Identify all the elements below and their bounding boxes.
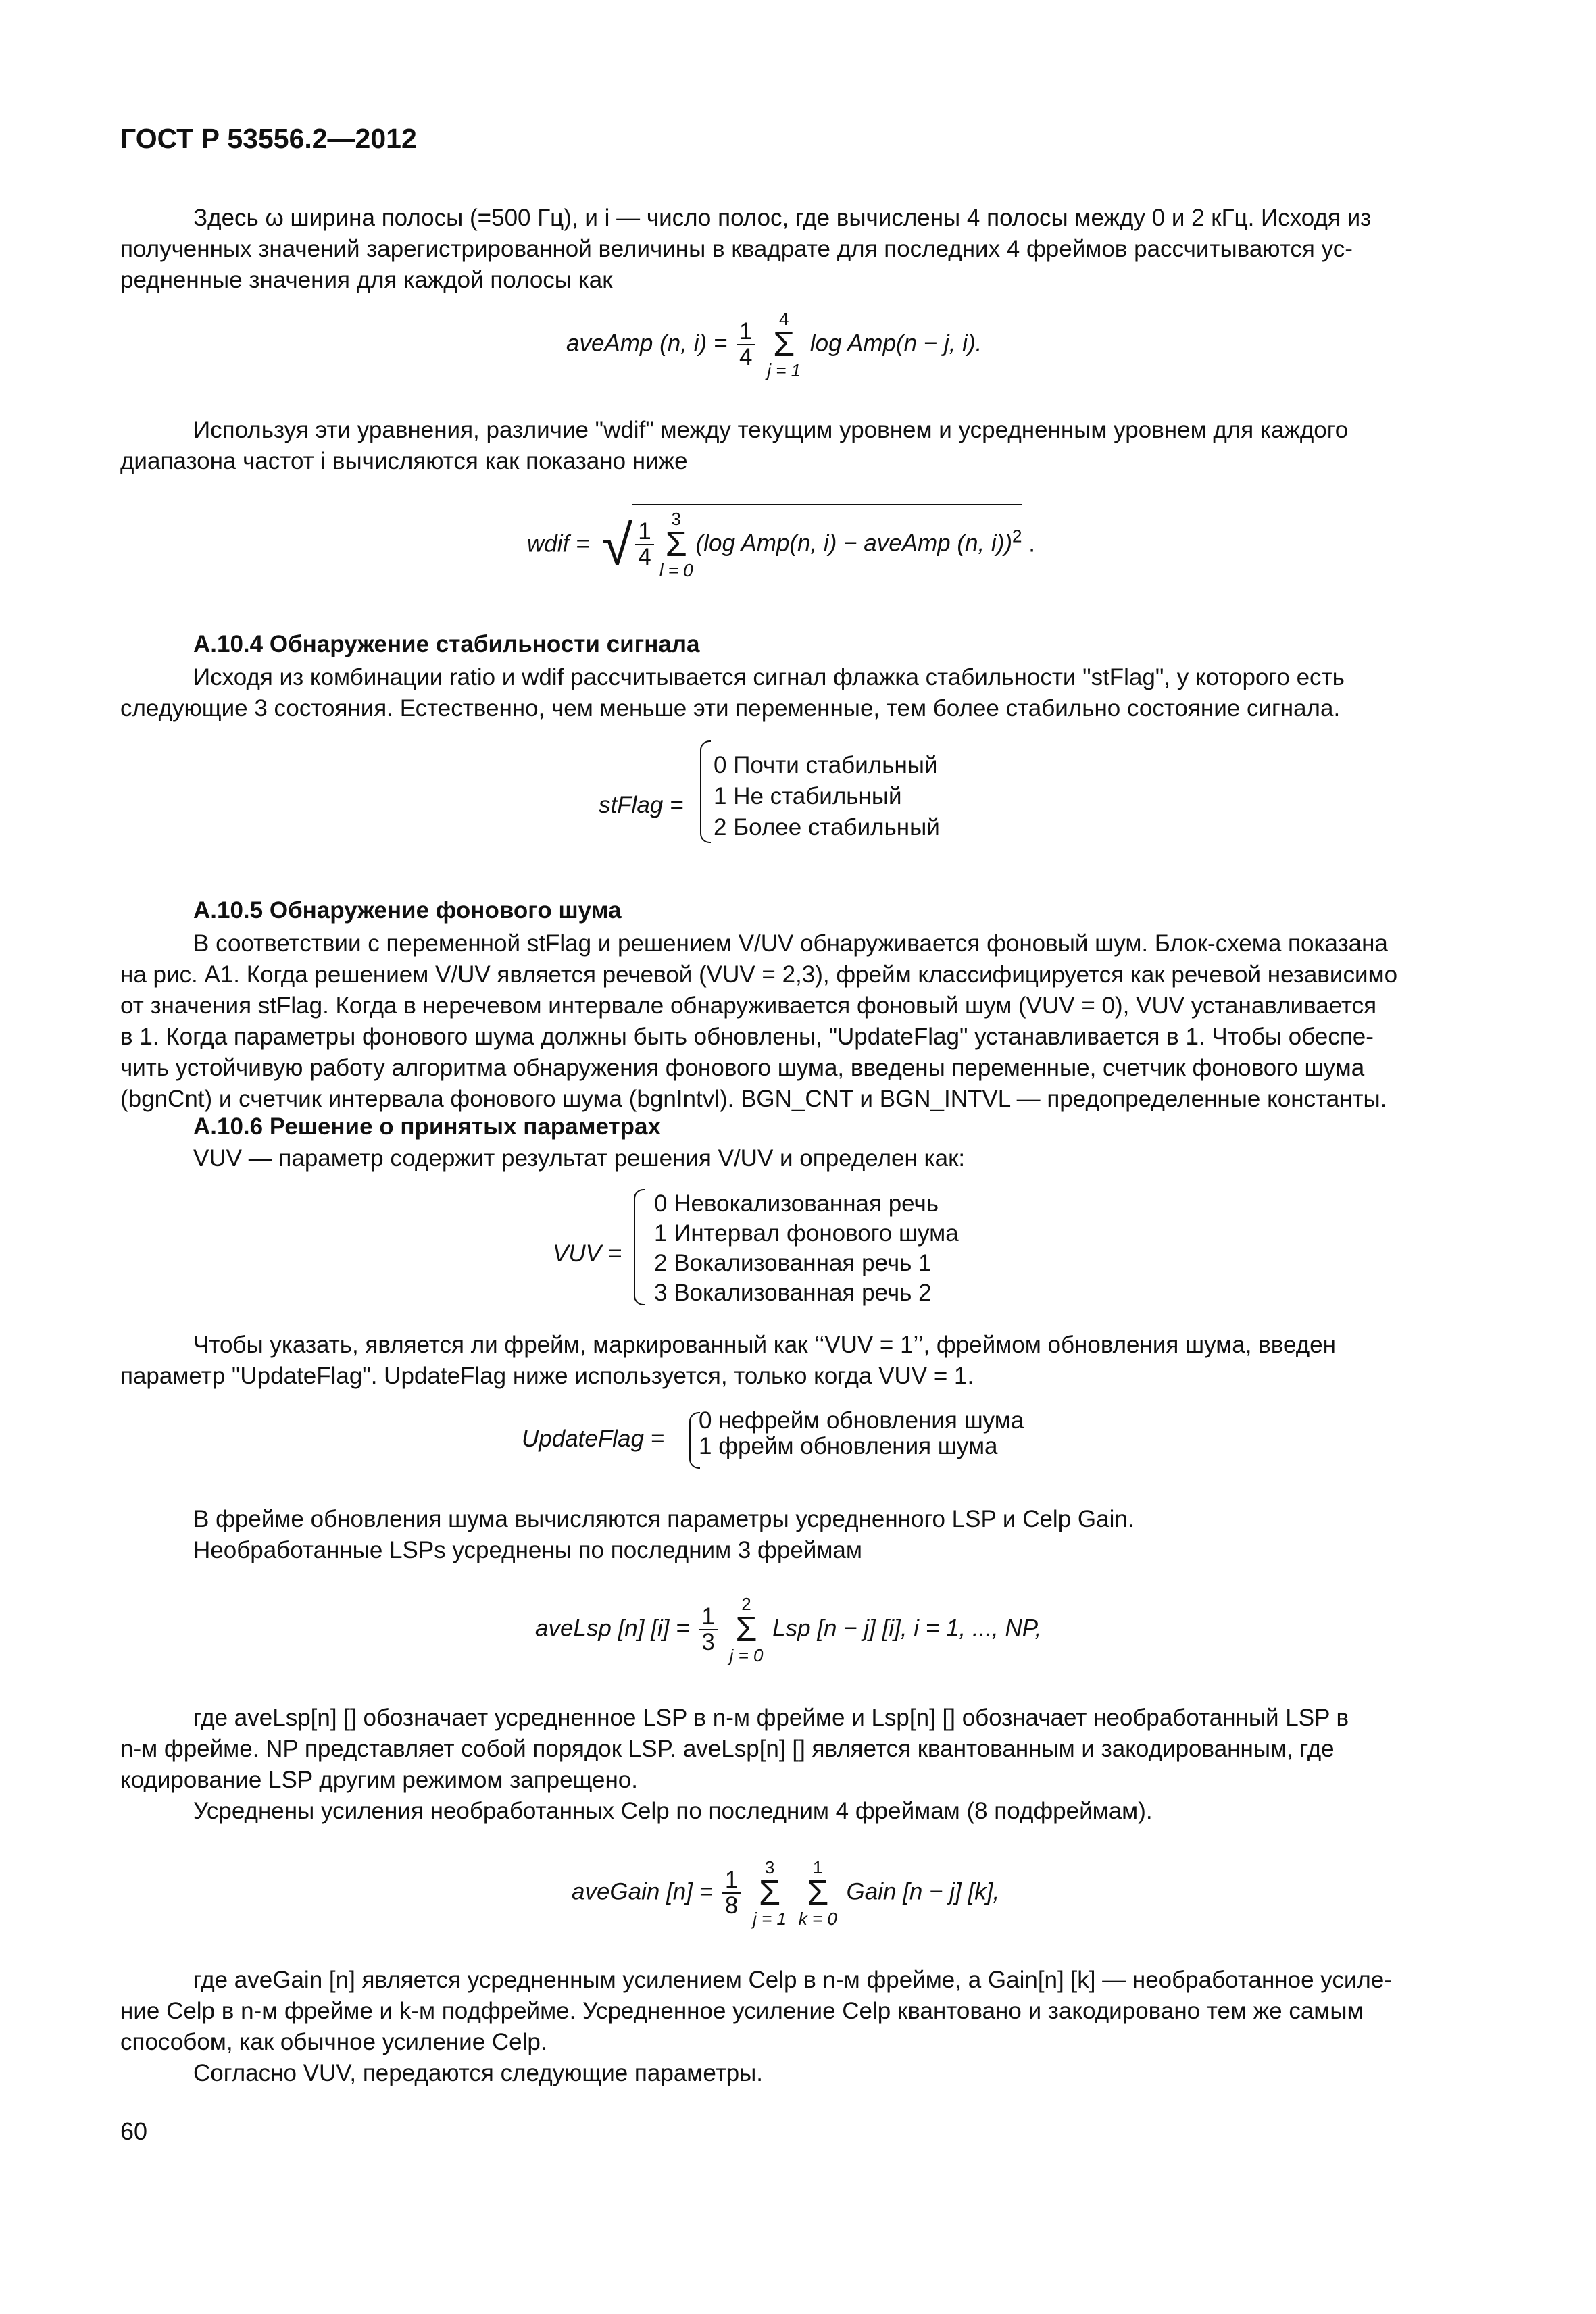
section-heading: А.10.5 Обнаружение фонового шума [193,897,622,924]
text-line: В фрейме обновления шума вычисляются параметры усредненного LSP и Celp Gain. [193,1506,1134,1532]
text-line: способом, как обычное усиление Celp. [120,2029,547,2055]
text-line: кодирование LSP другим режимом запрещено. [120,1767,638,1793]
text-line: на рис. А1. Когда решением V/UV является речевой (VUV = 2,3), фрейм классифицируется как речевой независимо [120,961,1398,988]
formula-lhs: stFlag = [599,792,684,818]
cases-stflag: 0 Почти стабильный 1 Не стабильный 2 Более стабильный [714,752,940,840]
text-line: параметр "UpdateFlag". UpdateFlag ниже используется, только когда VUV = 1. [120,1363,974,1389]
cases-vuv: 0 Невокализованная речь 1 Интервал фонового шума 2 Вокализованная речь 1 3 Вокализованная речь 2 [654,1190,959,1306]
text-line: в 1. Когда параметры фонового шума должны быть обновлены, "UpdateFlag" устанавливается в 1. Чтобы обеспе- [120,1024,1374,1050]
formula-lhs: aveGain [n] = [572,1878,714,1905]
document-header: ГОСТ Р 53556.2—2012 [120,123,417,154]
text-line: (bgnCnt) и счетчик интервала фонового шума (bgnIntvl). BGN_CNT и BGN_INTVL — предопределенные константы. [120,1086,1387,1112]
formula-avelsp [535,1594,1041,1665]
text-line: редненные значения для каждой полосы как [120,267,613,293]
fraction: $\frac{1}{3}$ [699,1605,717,1655]
formula-lhs: VUV = [553,1240,622,1267]
sum-sign: 3 Σ j = 1 [753,1857,787,1929]
left-brace-icon [634,1189,645,1305]
text-line: чить устойчивую работу алгоритма обнаружения фонового шума, введены переменные, счетчик фонового шума [120,1055,1365,1081]
text-line: от значения stFlag. Когда в неречевом интервале обнаруживается фоновый шум (VUV = 0), VUV устанавливается [120,992,1377,1019]
cases-updateflag: 0 нефрейм обновления шума 1 фрейм обновления шума [699,1407,1024,1459]
text-line: Здесь ω ширина полосы (=500 Гц), и i — число полос, где вычислены 4 полосы между 0 и 2 кГц. Исходя из [193,205,1372,231]
formula-lhs: wdif = [527,530,590,557]
sum-sign: 1 Σ k = 0 [798,1857,837,1929]
sqrt-icon: √ [601,513,633,577]
text-line: Исходя из комбинации ratio и wdif рассчитывается сигнал флажка стабильности "stFlag", у которого есть [193,664,1345,690]
text-line: Необработанные LSPs усреднены по последним 3 фреймам [193,1537,862,1563]
text-line: n-м фрейме. NP представляет собой порядок LSP. aveLsp[n] [] является квантованным и закодированным, где [120,1736,1335,1762]
section-heading: А.10.6 Решение о принятых параметрах [193,1113,661,1140]
page-number: 60 [120,2117,148,2145]
text-line: ние Celp в n-м фрейме и k-м подфрейме. Усредненное усиление Celp квантовано и закодировано тем же самым [120,1998,1364,2024]
formula-rhs: Lsp [n − j] [i], i = 1, ..., NP, [772,1615,1042,1642]
formula-rhs: Gain [n − j] [k], [846,1878,1000,1905]
text-line: VUV — параметр содержит результат решения V/UV и определен как: [193,1145,966,1172]
text-line: диапазона частот i вычисляются как показано ниже [120,448,688,474]
text-line: Согласно VUV, передаются следующие параметры. [193,2060,764,2086]
text-line: следующие 3 состояния. Естественно, чем меньше эти переменные, тем более стабильно состояние сигнала. [120,695,1341,722]
fraction: $\frac{1}{8}$ [722,1868,741,1918]
text-line: Используя эти уравнения, различие "wdif" между текущим уровнем и усредненным уровнем для каждого [193,417,1349,443]
formula-lhs: aveLsp [n] [i] = [535,1615,690,1642]
sqrt-radicand: $\frac{1}{4}$ 3 Σ l = 0 (log Amp(n, i) − aveAmp (n, i))$^2$ [632,504,1022,580]
formula-lhs: aveAmp (n, i) = [566,330,728,357]
formula-lhs: UpdateFlag = [522,1426,665,1452]
text-line: полученных значений зарегистрированной величины в квадрате для последних 4 фреймов рассчитываются ус- [120,236,1353,262]
text-line: где aveLsp[n] [] обозначает усредненное LSP в n-м фрейме и Lsp[n] [] обозначает необработанный LSP в [193,1705,1349,1731]
section-heading: А.10.4 Обнаружение стабильности сигнала [193,631,700,657]
sum-sign: 3 Σ l = 0 [659,509,693,580]
formula-wdif: wdif = √ $\frac{1}{4}$ 3 Σ l = 0 (log Amp(n, i) − aveAmp (n, i))$^2$ . [527,511,1035,580]
formula-avegain [572,1858,999,1928]
fraction: $\frac{1}{4}$ [737,320,755,370]
left-brace-icon [700,740,711,843]
sum-sign: 2 Σ j = 0 [729,1594,764,1665]
formula-aveamp [566,309,982,380]
text-line: Чтобы указать, является ли фрейм, маркированный как ‘‘VUV = 1’’, фреймом обновления шума, введен [193,1332,1336,1358]
text-line: Усреднены усиления необработанных Celp по последним 4 фреймам (8 подфреймам). [193,1798,1153,1824]
formula-rhs: log Amp(n − j, i). [809,330,982,357]
text-line: В соответствии с переменной stFlag и решением V/UV обнаруживается фоновый шум. Блок-схема показана [193,930,1388,957]
sum-sign: 4 Σ j = 1 [767,309,801,380]
text-line: где aveGain [n] является усредненным усилением Celp в n-м фрейме, а Gain[n] [k] — необработанное усиле- [193,1967,1392,1993]
fraction: $\frac{1}{4}$ [635,520,653,570]
